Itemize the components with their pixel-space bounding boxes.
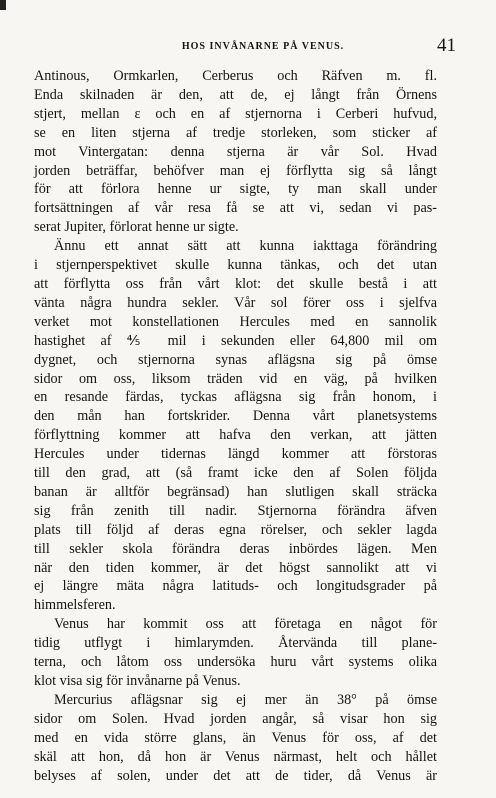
text-line: mot Vintergatan: denna stjerna är vår Sol. Hvad xyxy=(34,143,437,160)
text-line: fortsättningen af vår resa få se att vi, sedan vi pas- xyxy=(34,200,437,217)
text-line: sidor om Solen. Hvad jorden angår, så visar hon sig xyxy=(34,710,437,727)
text-line: för att förlora henne ur sigte, ty man skall under xyxy=(34,181,437,198)
text-line: att förflytta oss från vårt klot: det skulle bestå i att xyxy=(34,275,437,292)
text-line: skäl att hon, då hon är Venus närmast, helt och hållet xyxy=(34,748,437,765)
running-head xyxy=(70,35,456,59)
text-line: se en liten stjerna af tredje storleken, som sticker af xyxy=(34,124,437,141)
text-line: Mercurius aflägsnar sig ej mer än 38° på ömse xyxy=(54,691,437,708)
text-line: en resande färdas, tyckas aflägsna sig från honom, i xyxy=(34,389,437,406)
text-line: förflyttning kommer att hafva den verkan, att jätten xyxy=(34,427,437,444)
text-line: hastighet af ⅘ mil i sekunden eller 64,800 mil om xyxy=(34,332,437,349)
text-line: dygnet, och stjernorna synas aflägsna sig på ömse xyxy=(34,351,437,368)
text-line: Enda skilnaden är den, att de, ej långt från Örnens xyxy=(34,86,437,103)
text-line: plats till följd af deras egna rörelser, och sekler lagda xyxy=(34,521,437,538)
text-line: himmelsferen. xyxy=(34,597,116,614)
text-line: Ännu ett annat sätt att kunna iakttaga förändring xyxy=(54,238,437,255)
text-line: den mån han fortskrider. Denna vårt planetsystems xyxy=(34,408,437,425)
text-line: Antinous, Ormkarlen, Cerberus och Räfven m. fl. xyxy=(34,68,437,84)
text-line: i stjernperspektivet skulle kunna tänkas, och det utan xyxy=(34,257,437,274)
text-line: klot visa sig för invånarne på Venus. xyxy=(34,673,241,689)
text-line: terna, och låtom oss undersöka huru vårt systems olika xyxy=(34,654,437,671)
text-line: belyses af solen, under det att de tider, då Venus är xyxy=(34,767,437,784)
text-line: till sekler skola förändra deras inbördes lägen. Men xyxy=(34,540,437,557)
text-line: ej längre mäta några latituds- och longitudsgrader på xyxy=(34,578,437,595)
text-line: Hercules under tidernas längd kommer att förstoras xyxy=(34,446,437,463)
text-line: serat Jupiter, förlorat henne ur sigte. xyxy=(34,219,239,236)
text-line: sidor om oss, liksom träden vid en väg, på hvilken xyxy=(34,370,437,387)
text-line: Venus har kommit oss att företaga en något för xyxy=(54,616,437,633)
text-line: när den tiden kommer, är det högst sannolikt att vi xyxy=(34,559,437,576)
text-line: sig från zenith till nadir. Stjernorna förändra äfven xyxy=(34,502,437,519)
text-line: tidig utflygt i himlarymden. Återvända till plane- xyxy=(34,635,437,652)
running-title: HOS INVÅNARNE PÅ VENUS. xyxy=(181,41,345,52)
page-number: 41 xyxy=(437,35,456,56)
body-text xyxy=(34,67,437,785)
text-line: verket mot konstellationen Hercules med en sannolik xyxy=(34,313,437,330)
text-line: jorden beträffar, behöfver man ej förflytta sig så långt xyxy=(34,162,437,179)
text-line: med en vida större glans, än Venus för oss, af det xyxy=(34,729,437,746)
text-line: stjert, mellan ε och en af stjernorna i Cerberi hufvud, xyxy=(34,105,437,122)
text-line: vänta några hundra sekler. Vår sol förer oss i sjelfva xyxy=(34,294,437,311)
scan-corner-mark xyxy=(0,0,6,10)
text-line: till den grad, att (så framt icke den af Solen följda xyxy=(34,465,437,482)
text-line: banan är alltför begränsad) han slutligen skall sträcka xyxy=(34,483,437,500)
